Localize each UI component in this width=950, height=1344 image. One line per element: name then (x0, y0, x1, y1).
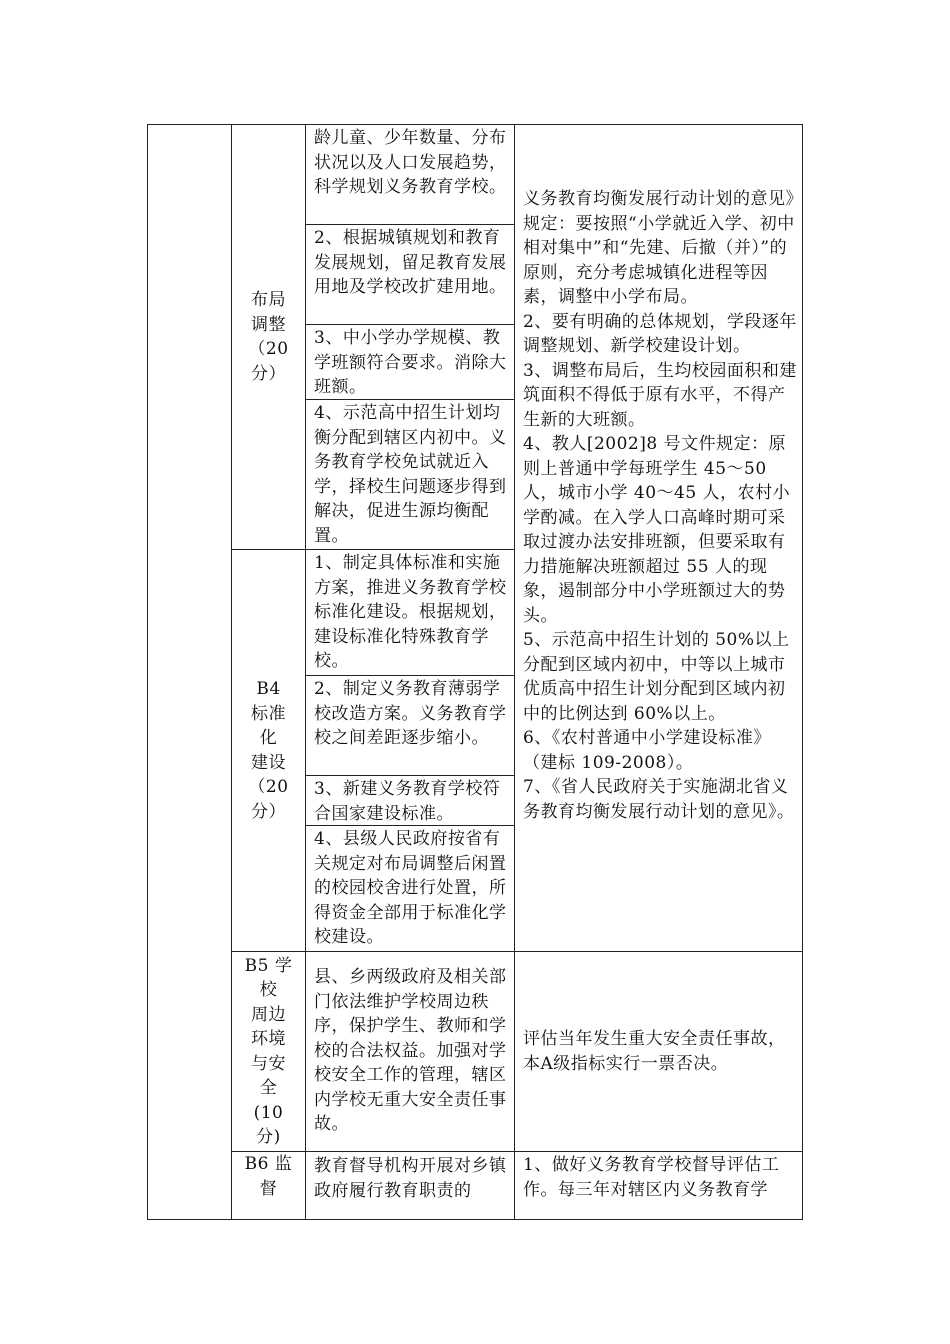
standard-item: 县、乡两级政府及相关部门依法维护学校周边秩序，保护学生、教师和学校的合法权益。加强对学校安全工作的管理，辖区内学校无重大安全责任事故。 (314, 967, 507, 1134)
standard-item: 教育督导机构开展对乡镇政府履行教育职责的 (314, 1156, 507, 1201)
standard-item: 2、制定义务教育薄弱学校改造方案。义务教育学校之间差距逐步缩小。 (314, 679, 507, 748)
category-supervision: B6 监 督 (244, 1154, 293, 1199)
standard-item: 1、制定具体标准和实施方案，推进义务教育学校标准化建设。根据规划，建设标准化特殊教育学校。 (314, 553, 507, 671)
category-layout-adjustment: 布局 调整 （20 分） (248, 290, 289, 384)
standard-item: 3、中小学办学规模、教学班额符合要求。消除大班额。 (314, 328, 507, 397)
category-standardization: B4 标准 化 建设 （20 分） (248, 679, 289, 822)
standard-item: 4、示范高中招生计划均衡分配到辖区内初中。义务教育学校免试就近入学，择校生问题逐步得到解决，促进生源均衡配置。 (314, 403, 507, 546)
policy-notes: 义务教育均衡发展行动计划的意见》规定：要按照“小学就近入学、初中相对集中”和“先建、后撤（并）”的原则，充分考虑城镇化进程等因素，调整中小学布局。 2、要有明确的总体规划，学段逐年调整规划、新学校建设计划。 3、调整布局后，生均校园面积和建筑面积不得低于原有水平，不得产生新的大班额。 4、教人[2002]8 号文件规定：原则上普通中学每班学生 45～50 人，城市小学 40～45 人，农村小学酌减。在入学人口高峰时期可采取过渡办法安排班额，但要采取有力措施解决班额超过 55 人的现象，遏制部分中小学班额过大的势头。 5、示范高中招生计划的 50%以上分配到区域内初中，中等以上城市优质高中招生计划分配到区域内初中的比例达到 60%以上。 6、《农村普通中小学建设标准》（建标 109-2008）。 7、《省人民政府关于实施湖北省义务教育均衡发展行动计划的意见》。 (523, 189, 797, 822)
category-school-safety: B5 学 校 周边 环境 与安 全 (10 分) (244, 955, 293, 1147)
standard-item: 2、根据城镇规划和教育发展规划，留足教育发展用地及学校改扩建用地。 (314, 228, 507, 297)
row-divider (231, 1151, 803, 1152)
standard-item: 4、县级人民政府按省有关规定对布局调整后闲置的校园校舍进行处置，所得资金全部用于标准化学校建设。 (314, 829, 507, 947)
standard-item: 3、新建义务教育学校符合国家建设标准。 (314, 779, 501, 824)
assessment-note: 1、做好义务教育学校督导评估工作。每三年对辖区内义务教育学 (523, 1155, 780, 1200)
row-divider (231, 951, 803, 952)
assessment-note: 评估当年发生重大安全责任事故，本A级指标实行一票否决。 (523, 1029, 786, 1074)
standard-item: 龄儿童、少年数量、分布状况以及人口发展趋势，科学规划义务教育学校。 (314, 128, 507, 197)
